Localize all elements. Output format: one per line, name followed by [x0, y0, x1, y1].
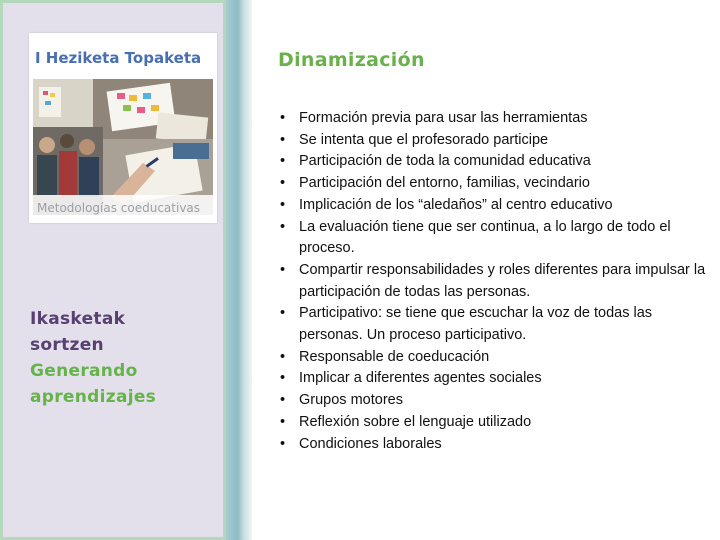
slide-title: Dinamización: [278, 49, 425, 71]
bullet-list: [276, 108, 706, 455]
title-line-spanish-2: aprendizajes: [30, 387, 157, 407]
list-item: • Formación previa para usar las herramientas: [276, 108, 706, 130]
list-item: • Compartir responsabilidades y roles diferentes para impulsar la participación de todas las personas.: [276, 260, 706, 303]
list-item: • Participación del entorno, familias, vecindario: [276, 173, 706, 195]
sidebar-title: [30, 306, 156, 410]
list-item: • Condiciones laborales: [276, 434, 706, 456]
list-item: • Participativo: se tiene que escuchar la voz de todas las personas. Un proceso participativo.: [276, 303, 706, 346]
title-line-spanish-1: Generando: [30, 361, 138, 381]
title-line-basque-1: Ikasketak: [30, 309, 126, 329]
badge-title: I Heziketa Topaketa: [35, 49, 202, 67]
badge-caption: Metodologías coeducativas: [33, 195, 213, 221]
title-line-basque-2: sortzen: [30, 335, 104, 355]
list-item: • Grupos motores: [276, 390, 706, 412]
list-item: • Responsable de coeducación: [276, 347, 706, 369]
vertical-divider-band: [226, 0, 252, 540]
list-item: • Implicar a diferentes agentes sociales: [276, 368, 706, 390]
list-item: • Participación de toda la comunidad educativa: [276, 151, 706, 173]
event-badge: [29, 33, 217, 223]
list-item: • La evaluación tiene que ser continua, a lo largo de todo el proceso.: [276, 217, 706, 260]
list-item: • Reflexión sobre el lenguaje utilizado: [276, 412, 706, 434]
list-item: • Implicación de los “aledaños” al centro educativo: [276, 195, 706, 217]
list-item: • Se intenta que el profesorado participe: [276, 130, 706, 152]
